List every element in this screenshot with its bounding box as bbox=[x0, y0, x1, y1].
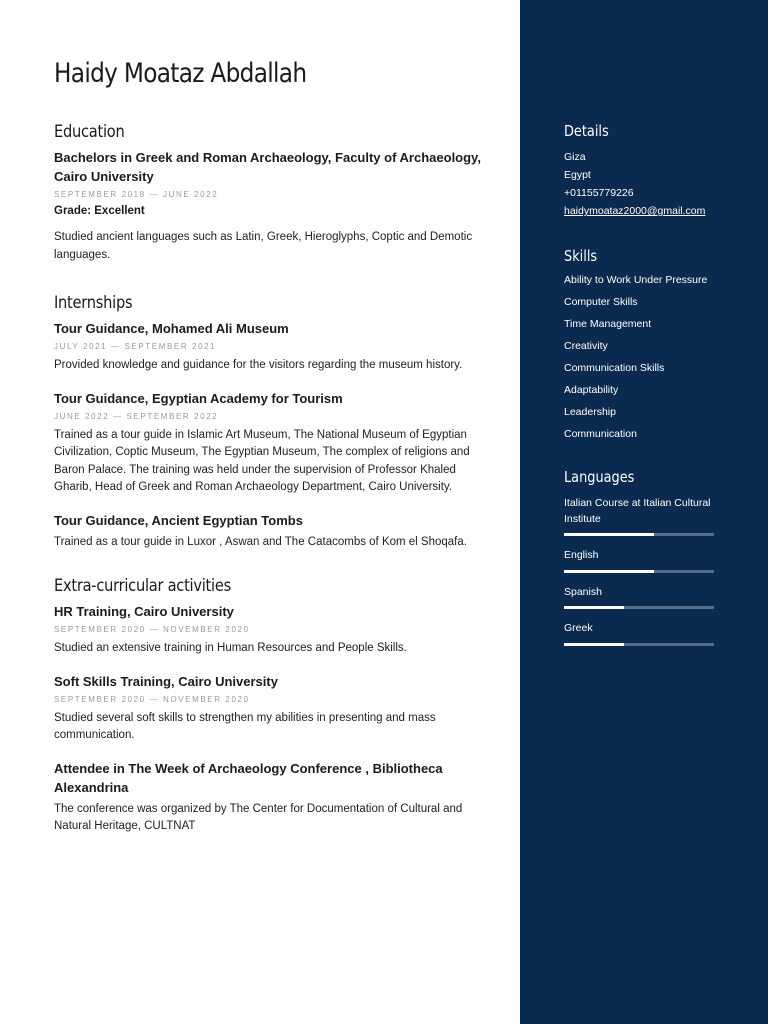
language-level-bar bbox=[564, 643, 714, 646]
language-item bbox=[564, 621, 724, 646]
internship-entry-description: Trained as a tour guide in Luxor , Aswan and The Catacombs of Kom el Shoqafa. bbox=[54, 535, 467, 548]
details-heading: Details bbox=[564, 122, 609, 140]
activities-heading: Extra-curricular activities bbox=[54, 576, 231, 596]
language-item bbox=[564, 585, 724, 610]
activity-entry-description: The conference was organized by The Center for Documentation of Cultural and Natural Heritage, CULTNAT bbox=[54, 802, 463, 832]
details-phone: +01155779226 bbox=[564, 187, 634, 199]
details-email-link[interactable]: haidymoataz2000@gmail.com bbox=[564, 205, 706, 217]
activity-entry bbox=[54, 672, 494, 745]
education-section bbox=[54, 122, 494, 278]
internship-entry-description: Trained as a tour guide in Islamic Art Museum, The National Museum of Egyptian Civilization, Coptic Museum, The Egyptian Museum, The complex of religions and Baron Palace. The training was held under the supervision of Professor Khaled Gharib, Head of Greek and Roman Archaeology Department, Cairo University. bbox=[54, 428, 470, 493]
education-heading: Education bbox=[54, 122, 125, 142]
skill-item: Ability to Work Under Pressure bbox=[564, 274, 708, 286]
language-level-fill bbox=[564, 643, 624, 646]
internship-entry-title: Tour Guidance, Egyptian Academy for Tourism bbox=[54, 390, 343, 406]
details-city: Giza bbox=[564, 151, 586, 163]
internship-entry-title: Tour Guidance, Mohamed Ali Museum bbox=[54, 321, 289, 336]
language-level-fill bbox=[564, 533, 654, 536]
details-country: Egypt bbox=[564, 169, 591, 181]
activity-entry-description: Studied several soft skills to strengthen my abilities in presenting and mass communication. bbox=[54, 711, 436, 741]
language-name: English bbox=[564, 549, 599, 561]
internships-heading: Internships bbox=[54, 293, 133, 313]
resume-sidebar bbox=[520, 0, 768, 1024]
activity-entry bbox=[54, 602, 494, 658]
activity-entry-dates: SEPTEMBER 2020 — NOVEMBER 2020 bbox=[54, 625, 250, 634]
education-entry-description: Studied ancient languages such as Latin, Greek, Hieroglyphs, Coptic and Demotic languages. bbox=[54, 231, 473, 261]
skill-item: Communication Skills bbox=[564, 362, 665, 374]
internship-entry bbox=[54, 389, 494, 497]
internship-entry-dates: JUNE 2022 — SEPTEMBER 2022 bbox=[54, 411, 219, 421]
skills-section bbox=[564, 247, 724, 445]
activity-entry-description: Studied an extensive training in Human Resources and People Skills. bbox=[54, 642, 407, 654]
skill-item: Computer Skills bbox=[564, 296, 638, 308]
skill-item: Communication bbox=[564, 428, 637, 440]
internship-entry-title: Tour Guidance, Ancient Egyptian Tombs bbox=[54, 512, 303, 528]
education-entry bbox=[54, 148, 494, 264]
language-name: Spanish bbox=[564, 585, 602, 598]
language-name: Italian Course at Italian Cultural Institute bbox=[564, 497, 711, 525]
internships-section bbox=[54, 293, 494, 565]
skill-item: Leadership bbox=[564, 406, 616, 418]
language-level-bar bbox=[564, 533, 714, 536]
education-entry-dates: SEPTEMBER 2018 — JUNE 2022 bbox=[54, 190, 219, 199]
language-level-bar bbox=[564, 606, 714, 609]
activities-section bbox=[54, 576, 494, 850]
skill-item: Time Management bbox=[564, 318, 652, 330]
language-item bbox=[564, 496, 724, 536]
education-entry-grade: Grade: Excellent bbox=[54, 205, 145, 217]
skill-item: Creativity bbox=[564, 340, 608, 352]
language-item bbox=[564, 548, 724, 573]
internship-entry-dates: JULY 2021 — SEPTEMBER 2021 bbox=[54, 342, 217, 351]
details-section bbox=[564, 122, 724, 220]
language-level-fill bbox=[564, 606, 624, 609]
language-name: Greek bbox=[564, 622, 593, 634]
languages-heading: Languages bbox=[564, 468, 635, 486]
activity-entry-title: HR Training, Cairo University bbox=[54, 604, 234, 619]
skills-heading: Skills bbox=[564, 247, 598, 265]
language-level-fill bbox=[564, 570, 654, 573]
education-entry-title: Bachelors in Greek and Roman Archaeology, Faculty of Archaeology, Cairo University bbox=[54, 150, 481, 184]
activity-entry-dates: SEPTEMBER 2020 — NOVEMBER 2020 bbox=[54, 694, 250, 704]
candidate-name: Haidy Moataz Abdallah bbox=[54, 58, 307, 89]
internship-entry bbox=[54, 511, 494, 552]
internship-entry-description: Provided knowledge and guidance for the visitors regarding the museum history. bbox=[54, 359, 463, 371]
internship-entry bbox=[54, 319, 494, 375]
skill-item: Adaptability bbox=[564, 384, 619, 396]
activity-entry-title: Attendee in The Week of Archaeology Conference , Bibliotheca Alexandrina bbox=[54, 760, 443, 795]
language-level-bar bbox=[564, 570, 714, 573]
activity-entry bbox=[54, 759, 494, 836]
languages-section bbox=[564, 468, 724, 658]
activity-entry-title: Soft Skills Training, Cairo University bbox=[54, 673, 278, 689]
